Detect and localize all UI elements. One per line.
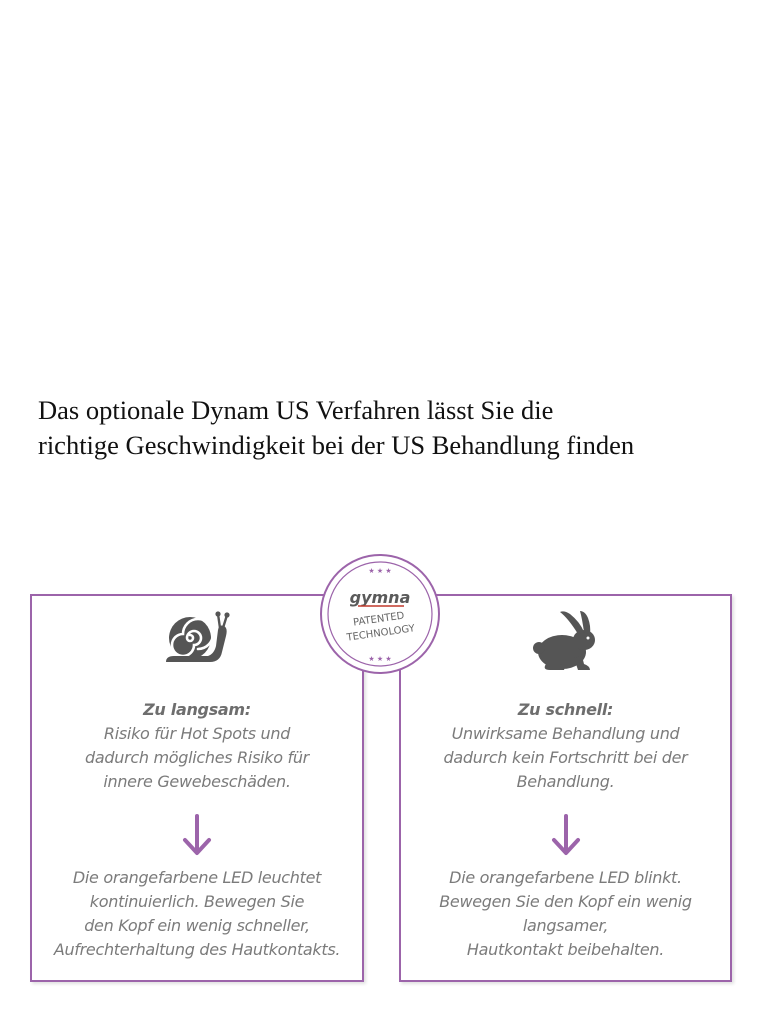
description-line: innere Gewebeschäden. [103, 772, 291, 791]
too-fast-instruction [401, 866, 730, 962]
rabbit-icon [530, 608, 602, 674]
badge-line-1: PATENTED [352, 610, 406, 629]
instruction-line: Die orangefarbene LED blinkt. [449, 868, 682, 887]
heading-line-1: Das optionale Dynam US Verfahren lässt Sie die [38, 395, 554, 425]
too-fast-card [399, 594, 732, 982]
badge-stars-top: ★ ★ ★ [368, 567, 392, 575]
too-slow-instruction [32, 866, 362, 962]
instruction-line: Bewegen Sie den Kopf ein wenig [439, 892, 692, 911]
description-line: Risiko für Hot Spots und [103, 724, 291, 743]
instruction-line: Aufrechterhaltung des Hautkontakts. [53, 940, 341, 959]
too-slow-title: Zu langsam: [143, 700, 251, 719]
instruction-line: Die orangefarbene LED leuchtet [72, 868, 322, 887]
snail-icon [162, 608, 232, 670]
arrow-down-icon [182, 814, 212, 858]
description-line: dadurch kein Fortschritt bei der [443, 748, 688, 767]
too-fast-title: Zu schnell: [517, 700, 614, 719]
too-slow-description [32, 698, 362, 794]
description-line: Unwirksame Behandlung und [451, 724, 680, 743]
description-line: dadurch mögliches Risiko für [85, 748, 309, 767]
badge-brand: gymna [349, 588, 411, 607]
arrow-down-icon [551, 814, 581, 858]
instruction-line: Hautkontakt beibehalten. [466, 940, 665, 959]
heading-line-2: richtige Geschwindigkeit bei der US Behandlung finden [38, 430, 635, 460]
too-slow-card [30, 594, 364, 982]
too-fast-description [401, 698, 730, 794]
description-line: Behandlung. [516, 772, 615, 791]
instruction-line: kontinuierlich. Bewegen Sie [89, 892, 305, 911]
instruction-line: den Kopf ein wenig schneller, [84, 916, 310, 935]
patented-technology-badge [319, 553, 441, 675]
badge-stars-bottom: ★ ★ ★ [368, 655, 392, 663]
heading [38, 393, 738, 463]
badge-line-2: TECHNOLOGY [345, 623, 416, 644]
instruction-line: langsamer, [522, 916, 609, 935]
